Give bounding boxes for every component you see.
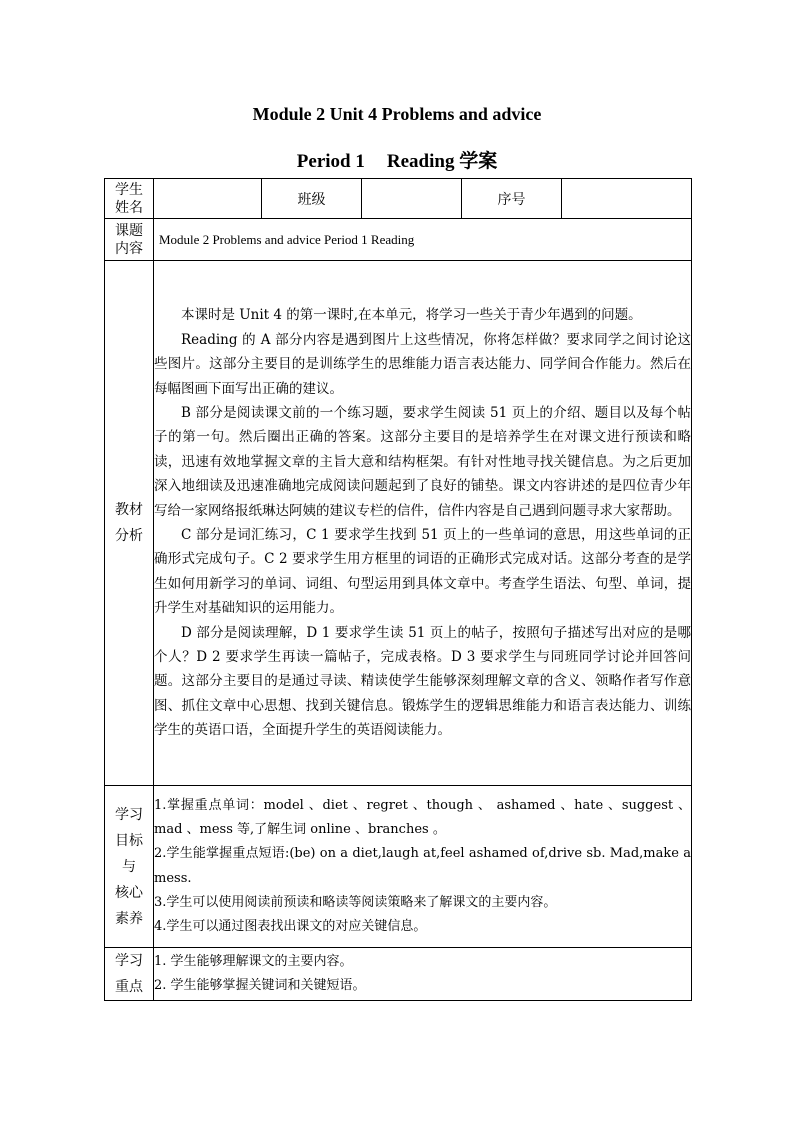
key-points-label: 学习 重点: [105, 948, 154, 1001]
class-label: 班级: [262, 179, 362, 219]
key-points-row: [105, 948, 692, 1001]
objective-item: 2.学生能掌握重点短语:(be) on a diet,laugh at,feel ashamed of,drive sb. Mad,make a mess.: [154, 846, 691, 886]
objective-item: 1.掌握重点单词：model 、diet 、regret 、though 、 ashamed 、hate 、suggest 、mad 、mess 等,了解生词 online 、branches 。: [154, 797, 691, 838]
analysis-paragraph: C 部分是词汇练习，C 1 要求学生找到 51 页上的一些单词的意思，用这些单词的正确形式完成句子。C 2 要求学生用方框里的词语的正确形式完成对话。这部分考查的是学生如何用新学习的单词、词组、句型运用到具体文章中。考查学生语法、句型、单词，提升学生对基础知识的运用能力。: [154, 527, 691, 617]
period-label: Period 1: [296, 151, 365, 172]
reading-label: Reading 学案: [386, 151, 498, 172]
seat-label: 序号: [462, 179, 562, 219]
objective-item: 3.学生可以使用阅读前预读和略读等阅读策略来了解课文的主要内容。: [154, 894, 557, 910]
analysis-paragraph: Reading 的 A 部分内容是遇到图片上这些情况，你将怎样做？要求同学之间讨论这些图片。这部分主要目的是训练学生的思维能力语言表达能力、同学间合作能力。然后在每幅图画下面写出正确的建议。: [154, 331, 691, 397]
key-point-item: 1. 学生能够理解课文的主要内容。: [154, 953, 353, 969]
student-name-value[interactable]: [154, 179, 262, 219]
analysis-content: [154, 261, 692, 786]
topic-label: 课题内容: [105, 219, 154, 261]
class-value[interactable]: [362, 179, 462, 219]
key-point-item: 2. 学生能够掌握关键词和关键短语。: [154, 978, 366, 993]
objective-item: 4.学生可以通过图表找出课文的对应关键信息。: [154, 918, 427, 934]
key-points-content: [154, 948, 692, 1001]
analysis-row: [105, 261, 692, 786]
analysis-label: 教材分析: [105, 261, 154, 786]
topic-value: Module 2 Problems and advice Period 1 Reading: [154, 219, 692, 261]
objectives-content: [154, 786, 692, 948]
seat-value[interactable]: [562, 179, 692, 219]
topic-row: [105, 219, 692, 261]
objectives-row: [105, 786, 692, 948]
analysis-paragraph: 本课时是 Unit 4 的第一课时,在本单元，将学习一些关于青少年遇到的问题。: [181, 307, 642, 324]
analysis-paragraph: D 部分是阅读理解，D 1 要求学生读 51 页上的帖子，按照句子描述写出对应的是哪个人？D 2 要求学生再读一篇帖子，完成表格。D 3 要求学生与同班同学讨论并回答问题。这部分主要目的是通过寻读、精读使学生能够深刻理解文章的含义、领略作者写作意图、抓住文章中心思想、找到关键信息。锻炼学生的逻辑思维能力和语言表达能力、训练学生的英语口语，全面提升学生的英语阅读能力。: [154, 624, 691, 739]
objectives-label: 学习 目标 与 核心 素养: [105, 786, 154, 948]
analysis-paragraph: B 部分是阅读课文前的一个练习题，要求学生阅读 51 页上的介绍、题目以及每个帖子的第一句。然后圈出正确的答案。这部分主要目的是培养学生在对课文进行预读和略读，迅速有效地掌握文章的主旨大意和结构框架。有针对性地寻找关键信息。为之后更加深入地细读及迅速准确地完成阅读问题起到了良好的铺垫。课文内容讲述的是四位青少年写给一家网络报纸琳达阿姨的建议专栏的信件，信件内容是自己遇到问题寻求大家帮助。: [154, 404, 691, 519]
lesson-plan-table: [104, 178, 692, 1001]
page-subtitle: [0, 146, 794, 173]
info-row: [105, 179, 692, 219]
page-title: Module 2 Unit 4 Problems and advice: [252, 104, 542, 124]
student-name-label: 学生姓名: [105, 179, 154, 219]
